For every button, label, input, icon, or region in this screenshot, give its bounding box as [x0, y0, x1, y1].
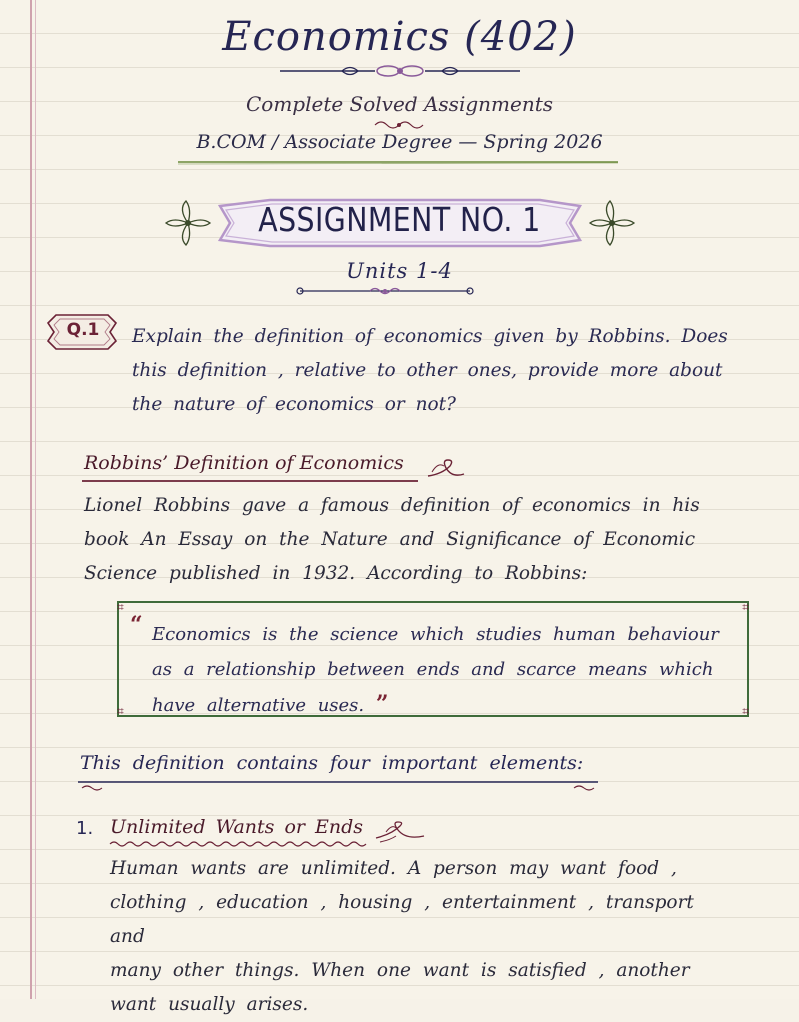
item-line: want usually arises.: [110, 994, 309, 1015]
item-title-wavy-underline: [110, 840, 366, 848]
section-heading-underline: [82, 478, 418, 484]
close-quote-mark: ”: [375, 691, 389, 717]
corner-ornament-icon: ⌗: [117, 600, 124, 614]
question-label: Q.1: [66, 320, 100, 340]
quote-line: as a relationship between ends and scarce means which: [152, 659, 714, 680]
open-quote-mark: “: [130, 612, 143, 638]
program-underline: [178, 158, 618, 166]
item-line: many other things. When one want is satisfied , another: [110, 960, 690, 981]
quote-line: Economics is the science which studies human behaviour: [152, 624, 719, 645]
quote-line-text: have alternative uses.: [152, 695, 365, 716]
subtitle: Complete Solved Assignments: [245, 92, 554, 116]
page-title: Economics (402): [222, 14, 577, 60]
definition-quote: [152, 617, 742, 723]
leaf-flourish-icon: [424, 456, 468, 482]
paragraph-line: book An Essay on the Nature and Significance of Economic: [84, 529, 696, 550]
units-label: Units 1-4: [346, 259, 453, 283]
question-line: the nature of economics or not?: [132, 394, 456, 415]
item-line: clothing , education , housing , entertainment , transport and: [110, 892, 694, 947]
corner-ornament-icon: ⌗: [117, 704, 124, 718]
subtitle-flourish-icon: [371, 119, 427, 131]
corner-ornament-icon: ⌗: [742, 600, 749, 614]
quote-line: [152, 687, 742, 723]
units-flourish-icon: [290, 283, 480, 299]
paragraph-line: Lionel Robbins gave a famous definition of economics in his: [84, 495, 700, 516]
elements-intro: This definition contains four important elements:: [80, 752, 584, 774]
assignment-title: ASSIGNMENT NO. 1: [258, 200, 541, 239]
item-description: [110, 852, 730, 1022]
question-line: this definition , relative to other ones, provide more about: [132, 360, 723, 381]
program-line: B.COM / Associate Degree — Spring 2026: [196, 131, 603, 153]
leaf-flourish-icon: [372, 820, 428, 846]
intro-paragraph: [84, 489, 734, 591]
question-line: Explain the definition of economics given by Robbins. Does: [132, 326, 728, 347]
paragraph-line: Science published in 1932. According to Robbins:: [84, 563, 588, 584]
elements-intro-underline: [78, 776, 598, 792]
corner-ornament-icon: ⌗: [742, 704, 749, 718]
question-text: [132, 320, 732, 422]
item-number: 1.: [76, 818, 94, 839]
item-line: Human wants are unlimited. A person may want food ,: [110, 858, 677, 879]
title-flourish-icon: [280, 62, 520, 80]
item-title: Unlimited Wants or Ends: [110, 816, 364, 838]
section-heading: Robbins’ Definition of Economics: [84, 452, 404, 474]
